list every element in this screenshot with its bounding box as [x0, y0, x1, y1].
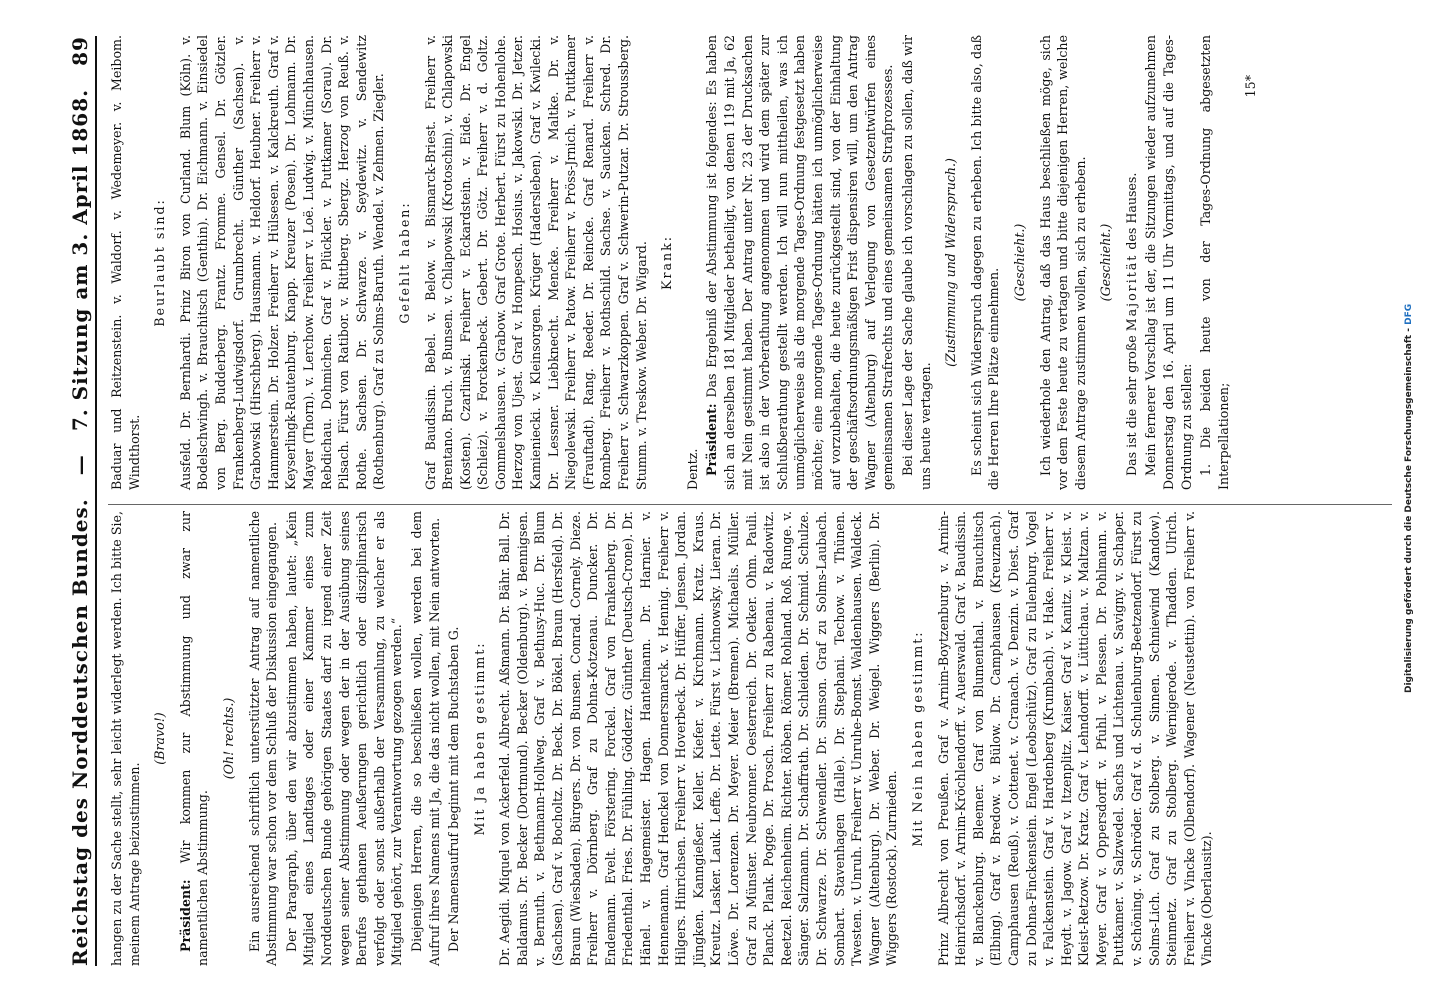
header-dash: —	[68, 454, 92, 476]
interjection-oh-rechts: (Oh! rechts.)	[220, 697, 236, 780]
paragraph-text: des Hauses.	[1123, 172, 1139, 250]
paragraph: Ein ausreichend schriftlich unterstützter Antrag auf namentliche Abstimmung war schon vor dem Schluß der Diskussion eingegangen.	[246, 511, 280, 966]
column-divider	[108, 504, 1392, 505]
paragraph: Ich wiederhole den Antrag, daß das Haus beschließen möge, sich vor dem Feste heute zu vertagen und bitte diejenigen Herren, welche diesem Antrage zustimmen wollen, sich zu erheben.	[1037, 35, 1088, 490]
ja-name-list: Dr. Aegidi. Miquel von Ackerfeld. Albrecht. Aßmann. Dr. Bähr. Ball. Dr. Baldamus. Dr. Becker (Dortmund). Becker (Oldenburg). v. Bennigsen. v. Bernuth. v. Bethmann-Hollweg. Graf v. Bethusy-Huc. Dr. Blum (Sachsen). Graf v. Bocholtz. Dr. Beck. Dr. Bökel. Braun (Hersfeld). Dr. Braun (Wiesbaden). Bürgers. Dr. von Bunsen. Conrad. Cornely. Dieze. Freiherr v. Dörnberg. Graf zu Dohna-Kotzenau. Duncker. Dr. Endemann. Evelt. Förstering. Forckel. Graf von Frankenberg. Dr. Friedenthal. Fries. Dr. Fühling. Gödderz. Günther (Deutsch-Crone). Dr. Hänel. v. Hagemeister. Hagen. Hantelmann. Dr. Harnier. v. Hennemann. Graf Henckel von Donnersmarck. v. Hennig. Freiherr v. Hilgers. Hinrichsen. Freiherr v. Hoverbeck. Dr. Hüffer. Jensen. Jordan. Jüngken. Kanngießer. Keller. Kiefer. v. Kirchmann. Kratz. Kraus. Kreutz. Lasker. Lauk. Leffe. Dr. Lette. Fürst v. Lichnowsky. Lieran. Dr. Löwe. Dr. Lorenzen. Dr. Meyer. Meier (Bremen). Michaelis. Müller. Graf zu Münster. Neubronner. Oesterreich. Dr. Oetker. Ohm. Pauli. Planck. Plank. Pogge. Dr. Prosch. Freiherr zu Rabenau. v. Radowitz. Reetzel. Reichenheim. Richter. Röben. Römer. Rohland. Roß. Runge. v. Sänger. Salzmann. Dr. Schaffrath. Dr. Schleiden. Dr. Schmid. Schulze. Dr. Schwarze. Dr. Schwendler. Dr. Simson. Graf zu Solms-Laubach. Sombart. Stavenhagen (Halle). Dr. Stephani. Techow. v. Thünen. Twesten. v. Unruh. Freiherr v. Unruhe-Bomst. Waldenhausen. Waldeck. Wagner (Altenburg). Dr. Weber. Dr. Weigel. Wiggers (Berlin). Dr. Wiggers (Rostock). Zurnieden.	[497, 511, 900, 966]
beurlaubt-name-list: Ausfeld. Dr. Bernhardi. Prinz Biron von Curland. Blum (Köln). v. Bodelschwingh. v. Brauchitsch (Genthin). Dr. Eichmann. v. Einsiedel von Berg. Budderberg. Frantz. Fromme. Gensel. Dr. Götzler. Frankenberg-Ludwigsdorf. Grumbrecht. Günther (Sachsen). v. Grabowski (Hirschberg). Hausmann. v. Heldorf. Heubner. Freiherr v. Hammerstein. Dr. Holzer. Freiherr v. Hülsesen. v. Kalckreuth. Graf v. Keyserlingk-Rautenburg. Knapp. Kreuzer (Posen). Dr. Lohmann. Dr. Mayer (Thorn). v. Lerchow. Freiherr v. Loë. Ludwig. v. Münchhausen. Rebdichau. Dohmichen. Graf v. Plückler. v. Puttkamer (Sorau). Dr. Pilsach. Fürst von Ratibor. v. Rittberg. Sbergz. Herzog von Reuß. v. Rothe. Sachsen. Dr. Schwarze. v. Seydewitz. v. Sendewitz (Rothenburg). Graf zu Solms-Baruth. Wendel. v. Zehmen. Ziegler.	[177, 35, 387, 490]
gefehlt-name-list: Graf Baudissin. Bebel. v. Below. v. Bismarck-Briest. Freiherr v. Brentano. Bruch. v. Bunsen. v. Chlapowski (Krotoschin). v. Chlapowski (Kosten). Czarlinski. Freiherr v. Eckardstein. v. Eide. Dr. Engel (Schleiz). v. Forckenbeck. Gebert. Dr. Götz. Freiherr v. d. Goltz. Gommelshausen. v. Grabow. Graf Grote. Herbert. Fürst zu Hohenlohe. Herzog von Ujest. Graf v. Hompesch. Hosius. v. Jakowski. Dr. Jetzer. Kamieniecki. v. Kleinsorgen. Krüger (Hadersleben). Graf v. Kwilecki. Dr. Lessner. Liebknecht. Mencke. Freiherr v. Maltke. Dr. v. Niegolewski. Freiherr v. Patow. Freiherr v. Pröss-Jrnich. v. Puttkamer (Frauftadt). Rang. Reeder. Dr. Reincke. Graf Renard. Freiherr v. Romberg. Freiherr v. Rothschild. Sachse. v. Saucken. Schred. Dr. Freiherr v. Schwarzkoppen. Graf v. Schwerin-Putzar. Dr. Stroussberg. Stumm. v. Treskow. Weber. Dr. Wigard.	[422, 35, 649, 490]
speaker-label: Präsident:	[704, 403, 720, 476]
header-publication-title: Reichstag des Norddeutschen Bundes.	[68, 498, 92, 966]
agenda-item: 1. Die beiden heute von der Tages-Ordnung abgesetzten Interpellationen;	[1198, 35, 1231, 490]
paragraph: Baduar und Reitzenstein. v. Waldorf. v. Wedemeyer. v. Meibom. Windthorst.	[109, 35, 142, 490]
page-header	[58, 36, 92, 966]
president-paragraph	[177, 511, 212, 966]
header-rule	[95, 36, 97, 966]
dfg-logo: DFG	[1404, 303, 1414, 325]
paragraph-text: Das ist die sehr große	[1123, 335, 1139, 476]
sheet-signature: 15*	[1243, 75, 1259, 98]
header-session-title: 7. Sitzung am 3. April 1868.	[68, 88, 92, 432]
beurlaubt-heading: Beurlaubt sind:	[152, 198, 168, 327]
majority-paragraph	[1123, 35, 1141, 490]
paragraph: hangen zu der Sache stellt, sehr leicht widerlegt werden. Ich bitte Sie, meinem Antrage beizustimmen.	[109, 511, 142, 966]
spaced-word: Majorität	[1123, 253, 1139, 332]
gefehlt-heading: Gefehlt haben:	[396, 201, 412, 324]
krank-name: Dentz.	[684, 448, 700, 490]
interjection-geschieht: (Geschieht.)	[1098, 223, 1114, 302]
right-column	[108, 35, 1262, 490]
interjection-zustimmung: (Zustimmung und Widerspruch.)	[943, 158, 959, 367]
header-page-number: 89	[68, 36, 92, 66]
interjection-bravo: (Bravo!)	[152, 712, 168, 765]
president-paragraph	[703, 35, 897, 490]
ja-heading: Mit Ja haben gestimmt:	[471, 641, 487, 836]
interjection-geschieht: (Geschieht.)	[1011, 223, 1027, 302]
paragraph-text: Wir kommen zur Abstimmung und zwar zur namentlichen Abstimmung.	[177, 511, 211, 966]
paragraph: Der Paragraph, über den wir abzustimmen haben, lautet: „Kein Mitglied eines Landtages oder einer Kammer eines zum Norddeutschen Bunde gehörigen Staates darf zu irgend einer Zeit wegen seiner Abstimmung oder wegen der in der Ausübung seines Berufes gethanen Aeußerungen gerichtlich oder disziplinarisch verfolgt oder sonst außerhalb der Versammlung, zu welcher er als Mitglied gehört, zur Verantwortung gezogen werden.“	[283, 511, 405, 966]
paragraph: Es scheint sich Widerspruch dagegen zu erheben. Ich bitte also, daß die Herren Ihre Plätze einnehmen.	[968, 35, 1002, 490]
speaker-label: Präsident:	[177, 879, 193, 952]
credit-text: Digitalisierung gefördert durch die Deutsche Forschungsgemeinschaft -	[1404, 327, 1414, 693]
digitization-credit	[1404, 28, 1422, 968]
nein-heading: Mit Nein haben gestimmt:	[909, 630, 925, 847]
nein-name-list: Prinz Albrecht von Preußen. Graf v. Arnim-Boytzenburg. v. Arnim-Heinrichsdorf. v. Arnim-Kröchlendorff. v. Auerswald. Graf v. Baudissin. v. Blanckenburg. Bleemer. Graf von Blumenthal. v. Brauchitsch (Elbing). Graf v. Bredow. v. Bülow. Dr. Camphausen (Kreuznach). Camphausen (Reuß). v. Cottenet. v. Cranach. v. Denzin. v. Diest. Graf zu Dohna-Finckenstein. Engel (Leobschütz). Graf zu Eulenburg. Vogel v. Falckenstein. Graf v. Hardenberg (Krumbach). v. Hake. Freiherr v. Heydt. v. Jagow. Graf v. Itzenplitz. Kaiser. Graf v. Kanitz. v. Kleist. v. Kleist-Retzow. Dr. Kratz. Graf v. Lehndorff. v. Lüttichau. v. Maltzan. v. Meyer. Graf v. Oppersdorff. v. Pfuhl. v. Plessen. Dr. Pohlmann. v. Puttkamer. v. Salzwedel. Sachs und Lichtenau. v. Savigny. v. Schaper. v. Schöning. v. Schröder. Graf v. d. Schulenburg-Beetzendorf. Fürst zu Solms-Lich. Graf zu Stolberg. v. Sinnen. Schniewind (Kandow). Steinmetz. Graf zu Stolberg. Wernigerode. v. Thadden. Ulrich. Freiherr v. Vincke (Olbendorf). Wagener (Neustettin). von Freiherr v. Vincke (Oberlausitz).	[935, 511, 1215, 966]
paragraph: Mein fernerer Vorschlag ist der, die Sitzungen wieder aufzunehmen Donnerstag den 16. April um 11 Uhr Vormittags, und auf die Tages-Ordnung zu stellen:	[1143, 35, 1194, 490]
left-column	[108, 511, 1218, 966]
paragraph: Diejenigen Herren, die so beschließen wollen, werden bei dem Aufruf ihres Namens mit Ja, die das nicht wollen, mit Nein antworten.	[408, 511, 442, 966]
krank-heading: Krank:	[659, 235, 675, 290]
paragraph: Der Namensaufruf beginnt mit dem Buchstaben G.	[446, 626, 462, 952]
paragraph: Bei dieser Lage der Sache glaube ich vorschlagen zu sollen, daß wir uns heute vertagen.	[899, 35, 933, 490]
paragraph-text: Das Ergebniß der Abstimmung ist folgendes: Es haben sich an derselben 181 Mitglieder betheiligt, von denen 119 mit Ja, 62 mit Nein gestimmt haben. Der Antrag unter Nr. 23 der Drucksachen ist also in der Vorberathung angenommen und wird dem später zur Schlußberathung gestellt werden. Ich will nun mittheilen, was ich unmöglicherweise als die morgende Tages-Ordnung festgesetzt haben möchte; eine morgende Tages-Ordnung hätten ich unmöglicherweise auf vorzubehalten, die heute zurückgestellt sind, von der Einhaltung der geschäftsordnungsmäßigen Frist dispensiren will, um den Antrag Wagner (Altenburg) auf Verlegung von Gesetzentwürfen eines gemeinsamen Strafrechts und eines gemeinsamen Strafprozesses.	[704, 35, 896, 490]
